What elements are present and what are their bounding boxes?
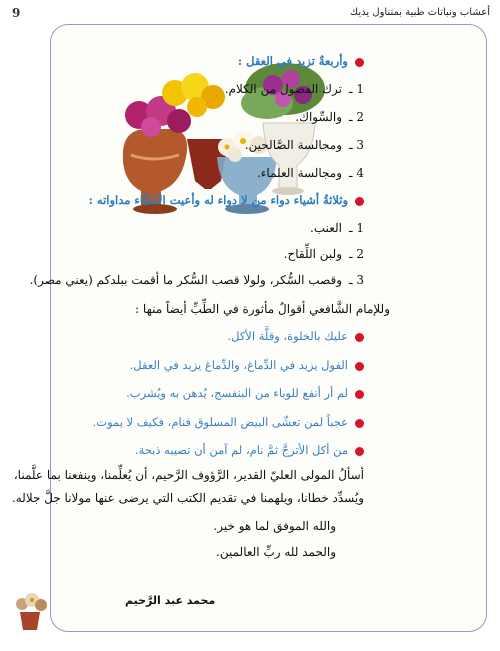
bullet-icon: [355, 58, 364, 67]
closing-line: ويُسدِّد خطانا، ويلهمنا في تقديم الكتب التي يرضى عنها مولانا جلَّ جلاله.: [11, 491, 364, 505]
page-header: [12, 6, 490, 24]
bullet-icon: [355, 419, 364, 428]
bullet-icon: [355, 390, 364, 399]
page-number: 9: [12, 6, 21, 20]
list-item: 1 ـترك الفضول من الكلام.: [224, 82, 364, 96]
list-item: 4 ـومجالسة العلماء.: [256, 166, 364, 180]
quote-item: عليك بالخلوة، وقلَّة الأكل.: [227, 329, 364, 343]
list-item: 3 ـوقصب السُّكر، ولولا قصب السُّكر ما أقمت ببلدكم (يعني مصر).: [29, 273, 364, 287]
bullet-icon: [355, 333, 364, 342]
closing-line: أسألُ المولى العليّ القدير، الرَّؤوف الرَّحيم، أن يُعلِّمنا، وينفعنا بما علَّمنا،: [13, 468, 364, 482]
list-item: 3 ـومجالسة الصَّالحين.: [244, 138, 364, 152]
quote-item: لم أر أنفع للوباء من البنفسج، يُدهن به ويُشرب.: [126, 386, 364, 400]
bullet-icon: [355, 197, 364, 206]
running-title: أعشاب ونباتات طبية بمتناول يديك: [349, 7, 490, 18]
list-item: 2 ـوالسِّواك.: [295, 110, 364, 124]
bullet-icon: [355, 362, 364, 371]
section-1-heading: وأربعةٌ تزيد في العقل :: [238, 54, 364, 68]
flower-pot-corner-icon: [10, 590, 50, 634]
list-item: 1 ـالعنب.: [310, 221, 364, 235]
quote-item: من أكل الأترجَّ ثمَّ نام، لم آمن أن تصيبه ذبحة.: [135, 443, 364, 457]
shafii-intro: وللإمام الشَّافعي أقوالٌ مأثورة في الطِّبِّ أيضاً منها :: [135, 302, 390, 316]
closing-line: والله الموفق لما هو خير.: [213, 519, 336, 533]
quote-item: عجباً لمن تعشّى البيض المسلوق فنام، فكيف لا يموت.: [93, 415, 364, 429]
list-item: 2 ـولبن اللِّقاح.: [283, 247, 364, 261]
closing-line: والحمد لله ربِّ العالمين.: [216, 545, 336, 559]
quote-item: الفول يزيد في الدِّماغ، والدِّماغ يزيد في العقل.: [130, 358, 364, 372]
section-2-heading: وثلاثةُ أشياء دواء من لا دواء له وأعيت الأطبَّاء مداواته :: [89, 193, 364, 207]
author-signature: محمد عبد الرَّحيم: [125, 594, 216, 607]
bullet-icon: [355, 447, 364, 456]
content-card: [11, 24, 487, 632]
